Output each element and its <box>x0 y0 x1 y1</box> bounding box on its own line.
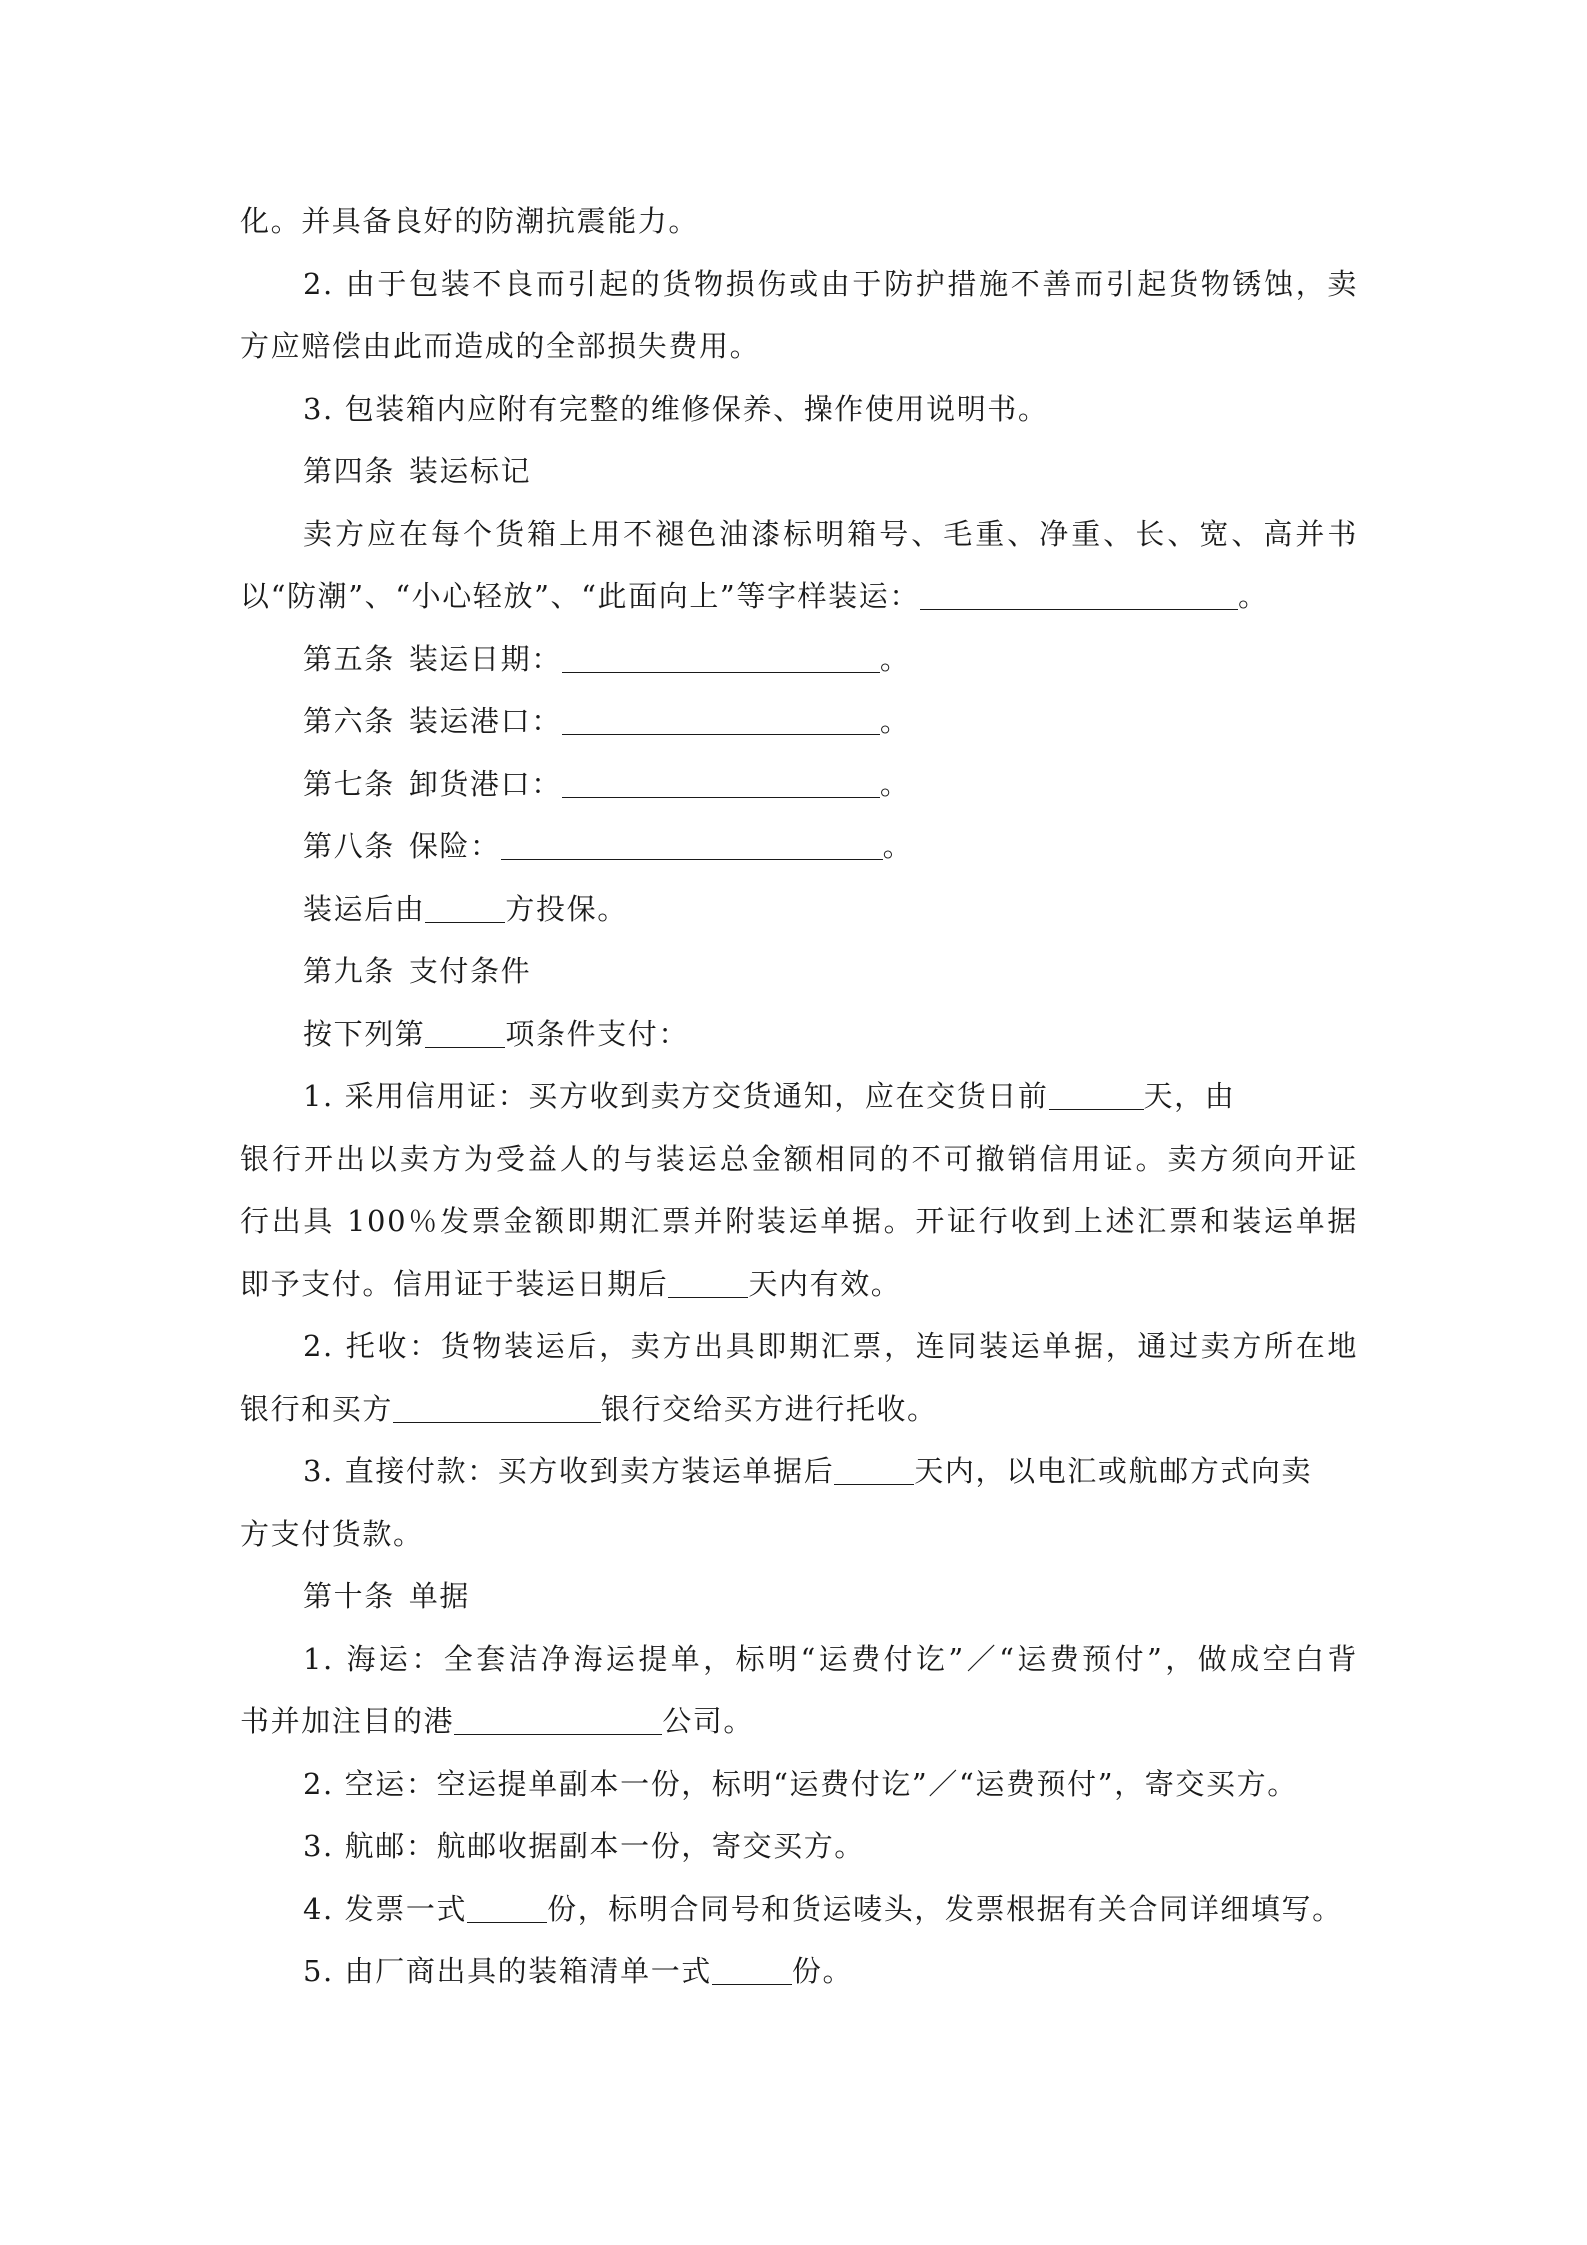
text-line <box>240 878 1358 941</box>
text: 行出具 100％发票金额即期汇票并附装运单据。开证行收到上述汇票和装运单据 <box>240 1204 1358 1238</box>
fill-in-blank[interactable] <box>920 579 1238 610</box>
text: 天内有效。 <box>748 1266 902 1301</box>
text: 份。 <box>791 1954 854 1988</box>
article-title: 保险： <box>408 829 501 863</box>
text: 装运后由 <box>303 891 426 926</box>
article-heading <box>240 440 1358 503</box>
fill-in-blank[interactable] <box>668 1267 748 1298</box>
text: 。 <box>879 766 911 801</box>
fill-in-blank[interactable] <box>393 1392 601 1423</box>
text: 化。并具备良好的防潮抗震能力。 <box>240 204 700 238</box>
text-line <box>240 1003 1358 1066</box>
article-title: 卸货港口： <box>408 766 562 801</box>
fill-in-blank[interactable] <box>425 1017 505 1048</box>
article-number: 第七条 <box>303 766 395 801</box>
text-line <box>240 1753 1358 1816</box>
fill-in-blank[interactable] <box>712 1954 792 1985</box>
text: 银行交给买方进行托收。 <box>601 1391 938 1426</box>
text: 1. 采用信用证：买方收到卖方交货通知，应在交货日前 <box>303 1079 1049 1113</box>
text: 。 <box>879 704 911 738</box>
article-heading <box>240 815 1358 878</box>
text: 天，由 <box>1143 1079 1236 1113</box>
text: 天内，以电汇或航邮方式向卖 <box>914 1454 1313 1488</box>
text: 4. 发票一式 <box>303 1891 468 1926</box>
text: 1. 海运：全套洁净海运提单，标明“运费付讫”／“运费预付”，做成空白背 <box>303 1641 1358 1676</box>
text: 方支付货款。 <box>240 1516 424 1551</box>
text: 银行开出以卖方为受益人的与装运总金额相同的不可撤销信用证。卖方须向开证 <box>240 1141 1358 1176</box>
text: 。 <box>882 829 914 863</box>
text: 。 <box>879 641 911 676</box>
fill-in-blank[interactable] <box>562 767 880 798</box>
article-heading <box>240 628 1358 691</box>
text: 3. 包装箱内应附有完整的维修保养、操作使用说明书。 <box>303 391 1049 426</box>
article-title: 装运港口： <box>408 704 562 738</box>
text-line <box>240 1378 1358 1441</box>
text-line <box>240 1440 1358 1503</box>
fill-in-blank[interactable] <box>562 704 880 735</box>
article-number: 第六条 <box>303 704 395 738</box>
text: 书并加注目的港 <box>240 1704 455 1738</box>
article-number: 第五条 <box>303 641 395 676</box>
text-line <box>240 1940 1358 2003</box>
text-line <box>240 1253 1358 1316</box>
text: 项条件支付： <box>505 1016 690 1051</box>
fill-in-blank[interactable] <box>562 642 880 673</box>
text: 份，标明合同号和货运唛头，发票根据有关合同详细填写。 <box>547 1891 1343 1926</box>
text: 公司。 <box>662 1704 755 1738</box>
text-line <box>240 565 1358 628</box>
text: 。 <box>1237 579 1269 613</box>
fill-in-blank[interactable] <box>454 1704 662 1735</box>
text-line <box>240 1315 1358 1378</box>
text: 方投保。 <box>505 891 628 926</box>
text-line <box>240 1878 1358 1941</box>
text: 3. 直接付款：买方收到卖方装运单据后 <box>303 1454 835 1488</box>
article-title: 装运日期： <box>408 641 562 676</box>
text: 2. 托收：货物装运后，卖方出具即期汇票，连同装运单据，通过卖方所在地 <box>303 1329 1358 1363</box>
text: 按下列第 <box>303 1016 426 1051</box>
article-title: 支付条件 <box>408 954 532 988</box>
text: 银行和买方 <box>240 1391 394 1426</box>
text-line <box>240 190 1358 253</box>
text-line <box>240 1815 1358 1878</box>
text: 卖方应在每个货箱上用不褪色油漆标明箱号、毛重、净重、长、宽、高并书 <box>303 516 1358 551</box>
article-number: 第十条 <box>303 1579 395 1613</box>
fill-in-blank[interactable] <box>501 829 883 860</box>
text: 即予支付。信用证于装运日期后 <box>240 1266 669 1301</box>
article-number: 第四条 <box>303 454 395 488</box>
text: 方应赔偿由此而造成的全部损失费用。 <box>240 329 761 363</box>
text-line <box>240 315 1358 378</box>
article-title: 单据 <box>408 1579 471 1613</box>
article-heading <box>240 690 1358 753</box>
text: 2. 由于包装不良而引起的货物损伤或由于防护措施不善而引起货物锈蚀，卖 <box>303 266 1358 301</box>
text: 以“防潮”、“小心轻放”、“此面向上”等字样装运： <box>240 579 920 613</box>
article-number: 第八条 <box>303 829 395 863</box>
fill-in-blank[interactable] <box>1049 1079 1144 1110</box>
article-heading <box>240 1565 1358 1628</box>
text-line <box>240 1690 1358 1753</box>
article-number: 第九条 <box>303 954 395 988</box>
document-page <box>240 190 1358 2003</box>
text: 5. 由厂商出具的装箱清单一式 <box>303 1954 712 1988</box>
text-line <box>240 1128 1358 1191</box>
article-heading <box>240 940 1358 1003</box>
text-line <box>240 1190 1358 1253</box>
fill-in-blank[interactable] <box>467 1892 547 1923</box>
text-line <box>240 1503 1358 1566</box>
article-title: 装运标记 <box>408 454 532 488</box>
text-line <box>240 378 1358 441</box>
text-line <box>240 503 1358 566</box>
text-line <box>240 253 1358 316</box>
fill-in-blank[interactable] <box>425 892 505 923</box>
text: 2. 空运：空运提单副本一份，标明“运费付讫”／“运费预付”，寄交买方。 <box>303 1766 1298 1801</box>
text: 3. 航邮：航邮收据副本一份，寄交买方。 <box>303 1829 865 1863</box>
article-heading <box>240 753 1358 816</box>
text-line <box>240 1065 1358 1128</box>
text-line <box>240 1628 1358 1691</box>
fill-in-blank[interactable] <box>834 1454 914 1485</box>
